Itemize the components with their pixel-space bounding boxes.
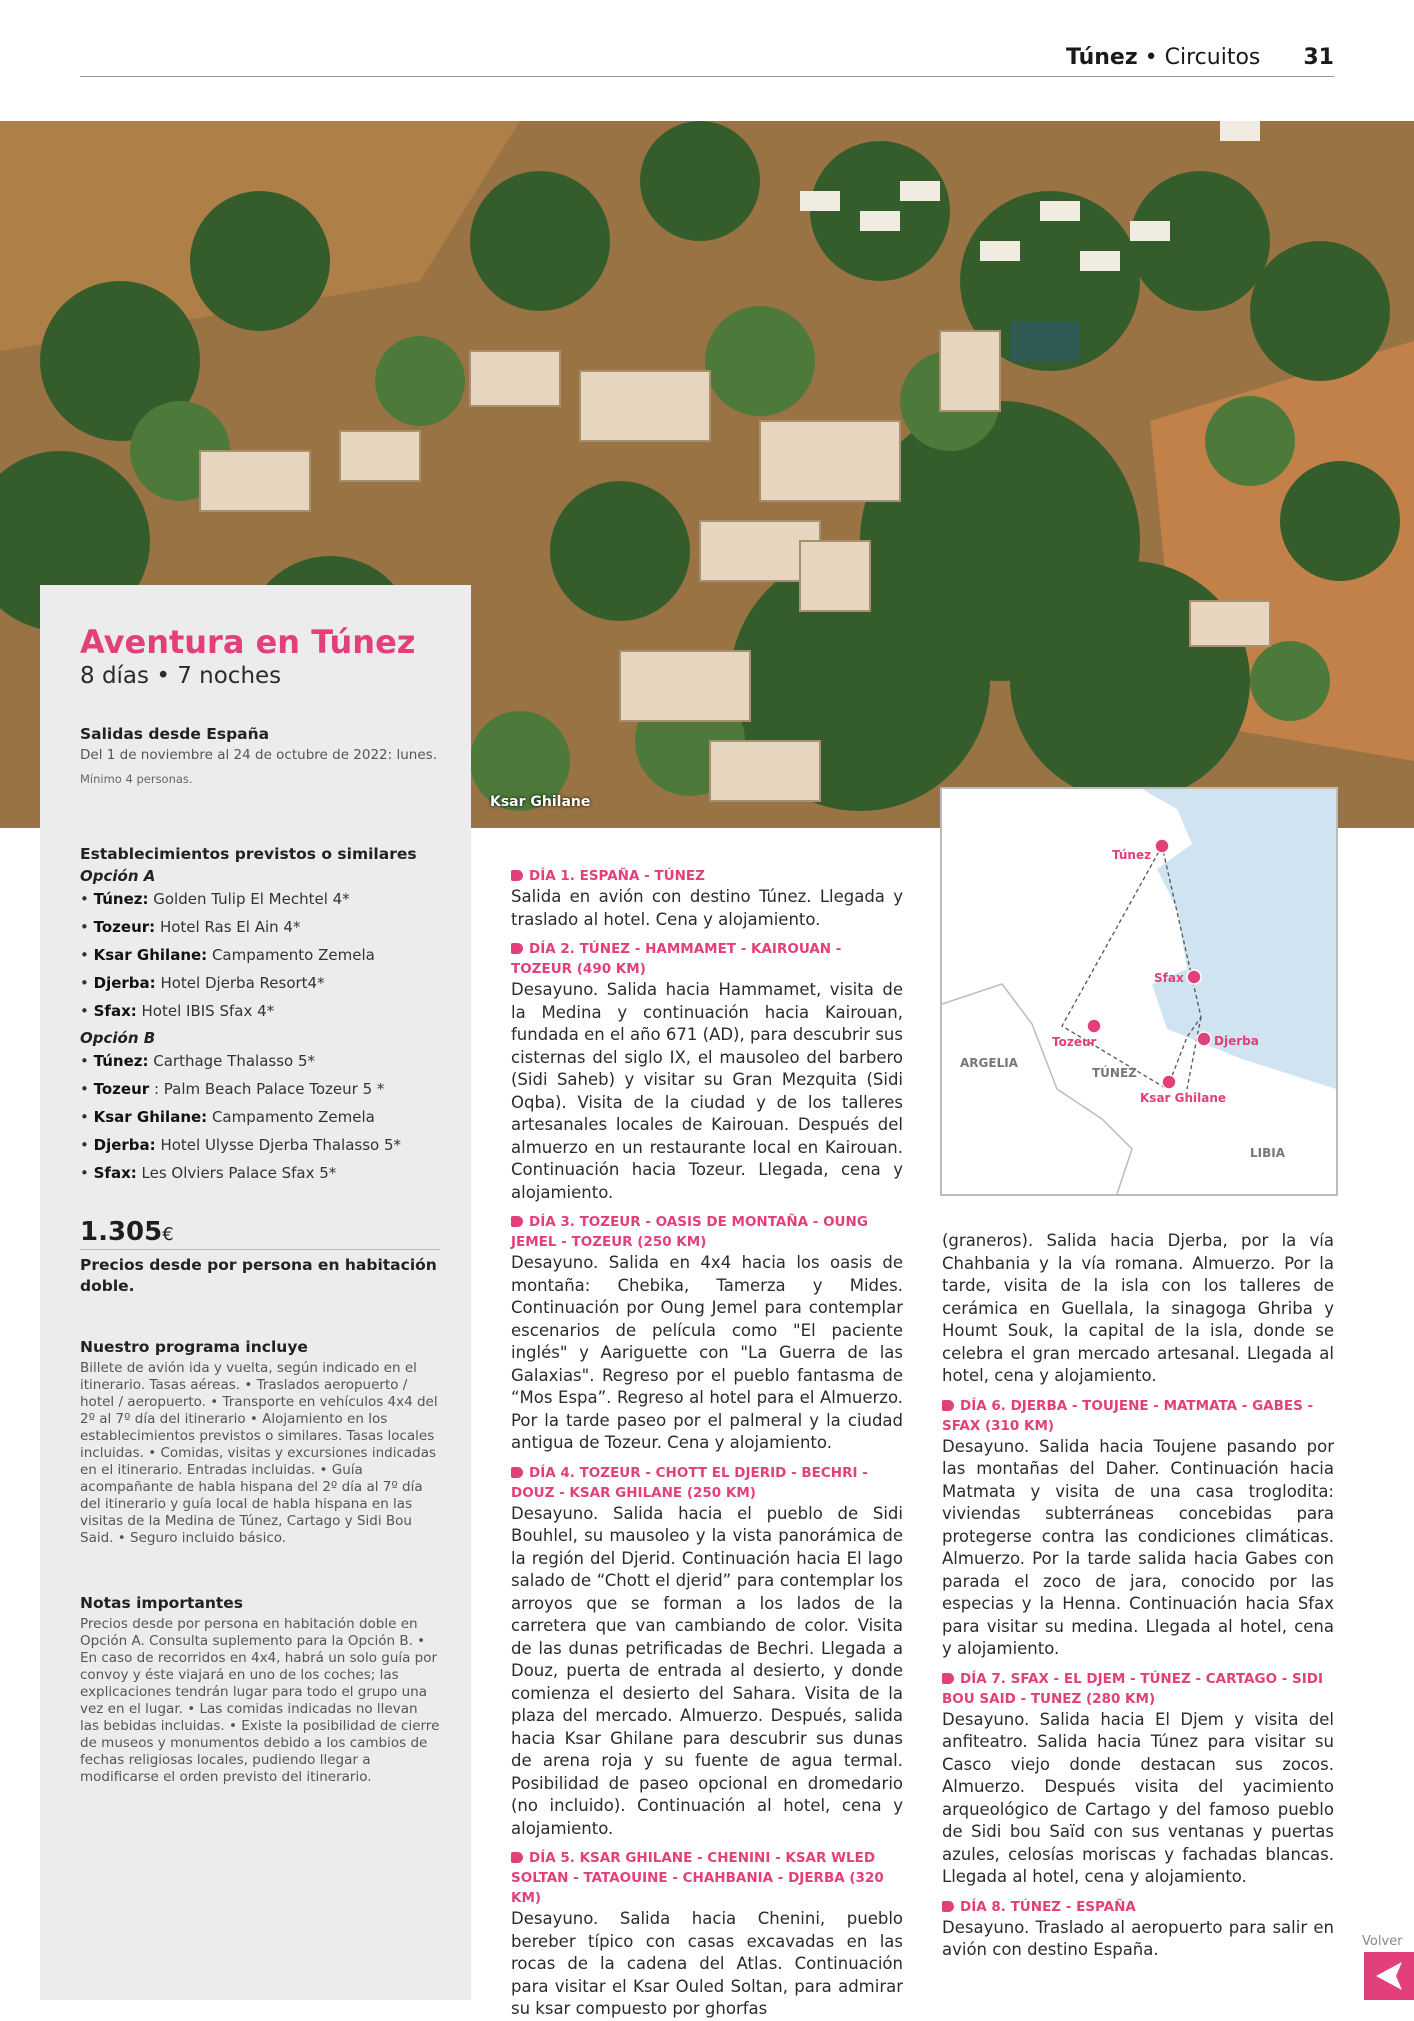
bullet: • <box>80 1002 94 1020</box>
day-marker-icon <box>511 943 523 954</box>
route-map <box>940 787 1338 1196</box>
info-panel <box>40 585 471 2000</box>
day-title <box>511 1212 903 1252</box>
option-a-hotel-item <box>80 997 440 1025</box>
trip-duration: 8 días • 7 noches <box>80 663 282 689</box>
hotel-place: Sfax: <box>93 1002 137 1020</box>
day-title <box>511 939 903 979</box>
departures-block <box>80 725 440 786</box>
header-section: Circuitos <box>1164 45 1261 70</box>
label-tozeur: Tozeur <box>1052 1035 1097 1049</box>
day-text: Desayuno. Salida hacia El Djem y visita del anfiteatro. Salida hacia Túnez para visitar su Casco viejo donde destacan sus zocos. Almuerzo. Después visita del yacimiento arqueológico de Cartago y del famoso pueblo de Sidi bou Saïd con sus ventanas y puertas azules, celosías moriscas y fachadas blancas. Llegada al hotel, cena y alojamiento. <box>942 1709 1334 1886</box>
option-a-label: Opción A <box>80 867 156 885</box>
bullet: • <box>80 890 94 908</box>
hotel-place: Ksar Ghilane: <box>93 946 208 964</box>
day-title <box>942 1669 1334 1709</box>
option-b-hotel-item <box>80 1103 440 1131</box>
day-5-continuation: (graneros). Salida hacia Djerba, por la vía Chahbania y la vía romana. Almuerzo. Por la tarde, visita de la isla con los talleres de cerámica en Guellala, la sinagoga Ghriba y Houmt Souk, la capital de la isla, donde se celebra el gran mercado artesanal. Llegada al hotel, cena y alojamiento. <box>942 1231 1334 1385</box>
notes-text: Precios desde por persona en habitación doble en Opción A. Consulta suplemento para la Opción B. • En caso de recorridos en 4x4, habrá un solo guía por convoy y éste viajará en uno de los coches; las explicaciones tendrán lugar para todo el grupo una vez en el lugar. • Las comidas indicadas no llevan las bebidas incluidas. • Existe la posibilidad de cierre de museos y monumentos debido a los cambios de fechas religiosas locales, pudiendo llegar a modificarse el orden previsto del itinerario. <box>80 1616 440 1785</box>
price-currency: € <box>162 1224 174 1245</box>
day-title-text: DÍA 5. KSAR GHILANE - CHENINI - KSAR WLED SOLTAN - TATAOUINE - CHAHBANIA - DJERBA (320 KM) <box>511 1850 884 1906</box>
bullet: • <box>80 918 94 936</box>
marker-djerba <box>1197 1032 1211 1046</box>
day-title-text: DÍA 1. ESPAÑA - TÚNEZ <box>529 868 705 884</box>
hotel-name: Campamento Zemela <box>211 946 375 964</box>
hotel-place: Túnez: <box>93 890 149 908</box>
bullet: • <box>80 1164 94 1182</box>
hotel-name: Hotel Ulysse Djerba Thalasso 5* <box>160 1136 402 1154</box>
hotel-name: Hotel Djerba Resort4* <box>160 974 325 992</box>
option-b-list <box>80 1047 440 1187</box>
label-argelia: ARGELIA <box>960 1056 1018 1070</box>
day-marker-icon <box>511 1216 523 1227</box>
label-djerba: Djerba <box>1214 1034 1259 1048</box>
day-title <box>942 1897 1334 1917</box>
day-text: Desayuno. Salida en 4x4 hacia los oasis de montaña: Chebika, Tamerza y Mides. Continuación por Oung Jemel para contemplar escenarios de película como "El paciente inglés" y Aariguette con "La Guerra de las Galaxias". Regreso por el pueblo fantasma de “Mos Espa”. Regreso al hotel para el Almuerzo. Por la tarde paseo por el palmeral y la ciudad antigua de Tozeur. Cena y alojamiento. <box>511 1253 903 1452</box>
trip-title: Aventura en Túnez <box>80 623 416 661</box>
hotels-heading: Establecimientos previstos o similares <box>80 845 417 863</box>
notes-block <box>80 1594 440 1786</box>
hotel-name: Hotel IBIS Sfax 4* <box>141 1002 275 1020</box>
includes-heading: Nuestro programa incluye <box>80 1338 308 1356</box>
bullet: • <box>80 1080 94 1098</box>
includes-text: Billete de avión ida y vuelta, según indicado en el itinerario. Tasas aéreas. • Traslados aeropuerto / hotel / aeropuerto. • Transporte en vehículos 4x4 del 2º al 7º día del itinerario • Alojamiento en los establecimientos previstos o similares. Tasas locales incluidas. • Comidas, visitas y excursiones indicadas en el itinerario. Entradas incluidas. • Guía acompañante de habla hispana del 2º día al 7º día del itinerario y guía local de habla hispana en las visitas de la Medina de Túnez, Cartago y Sidi Bou Said. • Seguro incluido básico. <box>80 1360 438 1546</box>
back-button[interactable] <box>1364 1952 1414 2000</box>
price-block <box>80 1217 440 1250</box>
bullet: • <box>80 1136 94 1154</box>
hotel-place: Túnez: <box>93 1052 149 1070</box>
day-marker-icon <box>942 1901 954 1912</box>
tunisia-map <box>942 789 1336 1194</box>
page-header <box>80 44 1334 77</box>
day-title <box>942 1396 1334 1436</box>
page-number: 31 <box>1303 45 1334 70</box>
notes-heading: Notas importantes <box>80 1594 244 1612</box>
marker-sfax <box>1187 970 1201 984</box>
photo-caption: Ksar Ghilane <box>490 794 591 810</box>
option-b-hotel-item <box>80 1075 440 1103</box>
day-title-text: DÍA 6. DJERBA - TOUJENE - MATMATA - GABES - SFAX (310 KM) <box>942 1397 1314 1434</box>
minimum-text: Mínimo 4 personas. <box>80 772 193 786</box>
day-marker-icon <box>511 1467 523 1478</box>
hotels-block <box>80 845 440 1187</box>
day-text: Desayuno. Traslado al aeropuerto para salir en avión con destino España. <box>942 1917 1334 1959</box>
hotel-name: Hotel Ras El Ain 4* <box>159 918 301 936</box>
option-b-hotel-item <box>80 1131 440 1159</box>
label-ksar-ghilane: Ksar Ghilane <box>1140 1091 1227 1105</box>
day-title-text: DÍA 7. SFAX - EL DJEM - TÚNEZ - CARTAGO - SIDI BOU SAID - TUNEZ (280 KM) <box>942 1670 1324 1707</box>
day-marker-icon <box>511 870 523 881</box>
day-marker-icon <box>942 1400 954 1411</box>
hotel-name: : Palm Beach Palace Tozeur 5 * <box>153 1080 385 1098</box>
label-libia: LIBIA <box>1250 1146 1286 1160</box>
hotel-name: Campamento Zemela <box>211 1108 375 1126</box>
option-a-hotel-item <box>80 913 440 941</box>
hotel-place: Tozeur: <box>93 918 156 936</box>
bullet: • <box>80 946 94 964</box>
hotel-place: Ksar Ghilane: <box>93 1108 208 1126</box>
hotel-place: Djerba: <box>93 1136 156 1154</box>
marker-ksar-ghilane <box>1162 1075 1176 1089</box>
includes-block <box>80 1338 440 1547</box>
departures-text: Del 1 de noviembre al 24 de octubre de 2022: lunes. <box>80 747 437 763</box>
hotel-name: Les Olviers Palace Sfax 5* <box>141 1164 337 1182</box>
label-sfax: Sfax <box>1154 971 1184 985</box>
label-country: TÚNEZ <box>1092 1066 1137 1080</box>
bullet: • <box>80 1108 94 1126</box>
hotel-place: Sfax: <box>93 1164 137 1182</box>
hotel-name: Golden Tulip El Mechtel 4* <box>153 890 350 908</box>
hotel-name: Carthage Thalasso 5* <box>153 1052 316 1070</box>
day-text: Desayuno. Salida hacia Hammamet, visita de la Medina y continuación hacia Kairouan, fundada en el año 671 (AD), para descubrir sus cisternas del siglo IX, el mausoleo del barbero (Sidi Saheb) y visitar su Gran Mezquita (Sidi Oqba). Visita de la ciudad y de los talleres artesanales locales de Kairouan. Después del almuerzo en un restaurante local en Kairouan. Continuación hacia Tozeur. Llegada, cena y alojamiento. <box>511 980 903 1202</box>
day-text: Desayuno. Salida hacia Chenini, pueblo bereber típico con casas excavadas en las rocas de la cadena del Atlas. Continuación para visitar el Ksar Ouled Soltan, para admirar su ksar compuesto por ghorfas <box>511 1909 903 2018</box>
header-separator: • <box>1144 45 1158 70</box>
day-text: Desayuno. Salida hacia el pueblo de Sidi Bouhlel, su mausoleo y la vista panorámica de la región del Djerid. Continuación hacia El lago salado de “Chott el djerid” para contemplar los arroyos que se forman a los lados de la carretera que van cambiando de color. Visita de las dunas petrificadas de Bechri. Llegada a Douz, puerta de entrada al desierto, y donde comienza el desierto del Sahara. Visita de la plaza del mercado. Almuerzo. Después, salida hacia Ksar Ghilane para descubrir sus dunas de arena roja y su fuente de agua termal. Posibilidad de paseo opcional en dromedario (no incluido). Continuación al hotel, cena y alojamiento. <box>511 1503 903 1838</box>
itinerary-column-1 <box>511 858 903 2021</box>
day-title <box>511 1848 903 1908</box>
day-title-text: DÍA 3. TOZEUR - OASIS DE MONTAÑA - OUNG JEMEL - TOZEUR (250 KM) <box>511 1214 868 1250</box>
day-text: Desayuno. Salida hacia Toujene pasando por las montañas del Daher. Continuación hacia Matmata y visita de una casa troglodita: viviendas subterráneas concebidas para protegerse contra las condiciones climáticas. Almuerzo. Por la tarde salida hacia Gabes con parada el zoco de jara, conocido por las especias y la Henna. Continuación hacia Sfax para visitar su medina. Llegada al hotel, cena y alojamiento. <box>942 1436 1334 1658</box>
option-b-hotel-item <box>80 1047 440 1075</box>
departures-heading: Salidas desde España <box>80 725 270 743</box>
hotel-place: Djerba: <box>93 974 156 992</box>
day-title-text: DÍA 4. TOZEUR - CHOTT EL DJERID - BECHRI - DOUZ - KSAR GHILANE (250 KM) <box>511 1464 868 1501</box>
option-b-label: Opción B <box>80 1029 156 1047</box>
day-text: Salida en avión con destino Túnez. Llegada y traslado al hotel. Cena y alojamiento. <box>511 887 903 929</box>
bullet: • <box>80 1052 94 1070</box>
day-title <box>511 1463 903 1503</box>
option-a-list <box>80 885 440 1025</box>
back-arrow-icon <box>1364 1952 1414 2000</box>
label-tunez: Túnez <box>1112 848 1152 862</box>
option-a-hotel-item <box>80 885 440 913</box>
option-b-hotel-item <box>80 1159 440 1187</box>
marker-tozeur <box>1087 1019 1101 1033</box>
price-value <box>80 1217 174 1247</box>
back-label[interactable]: Volver <box>1362 1934 1403 1949</box>
hotel-place: Tozeur <box>93 1080 150 1098</box>
header-country: Túnez <box>1066 45 1138 70</box>
day-marker-icon <box>942 1673 954 1684</box>
price-note: Precios desde por persona en habitación doble. <box>80 1256 437 1295</box>
option-a-hotel-item <box>80 941 440 969</box>
day-title <box>511 866 903 886</box>
bullet: • <box>80 974 94 992</box>
day-title-text: DÍA 8. TÚNEZ - ESPAÑA <box>960 1898 1136 1915</box>
day-title-text: DÍA 2. TÚNEZ - HAMMAMET - KAIROUAN - TOZEUR (490 KM) <box>511 941 842 977</box>
header-title <box>1066 44 1334 72</box>
itinerary-column-2 <box>942 1230 1334 1962</box>
marker-tunez <box>1155 839 1169 853</box>
day-marker-icon <box>511 1852 523 1863</box>
option-a-hotel-item <box>80 969 440 997</box>
price-amount: 1.305 <box>80 1217 163 1247</box>
